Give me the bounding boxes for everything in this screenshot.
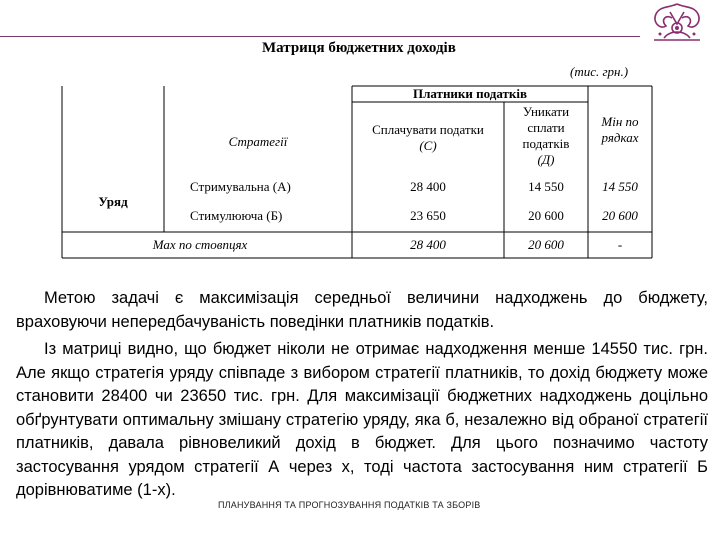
max-pay: 28 400	[410, 237, 446, 252]
col-min-line-2: рядках	[601, 130, 639, 145]
units-label: (тис. грн.)	[570, 64, 629, 79]
row-label-b: Стимулююча (Б)	[190, 208, 283, 223]
cell-b-min: 20 600	[602, 208, 638, 223]
table-title: Матриця бюджетних доходів	[262, 40, 456, 56]
cell-b-pay: 23 650	[410, 208, 446, 223]
cell-a-avoid: 14 550	[528, 179, 564, 194]
cell-a-pay: 28 400	[410, 179, 446, 194]
cell-a-min: 14 550	[602, 179, 638, 194]
col-header-avoid	[504, 104, 588, 168]
col-header-min	[588, 114, 652, 146]
col-avoid-line-2: сплати	[527, 120, 565, 135]
row-label-a: Стримувальна (А)	[190, 179, 291, 194]
col-avoid-line-1: Уникати	[522, 104, 570, 119]
strategies-label: Стратегії	[228, 134, 288, 149]
col-min-line-1: Мін по	[601, 114, 639, 129]
max-min: -	[617, 237, 623, 252]
max-avoid: 20 600	[528, 237, 564, 252]
paragraph-analysis: Із матриці видно, що бюджет ніколи не отримає надходження менше 14550 тис. грн. Але якщо стратегія уряду співпаде з вибором стратегії платників, то дохід бюджету може становити 28400 чи 23650 тис. грн. Для максимізації бюджетних надходжень доцільно обґрунтувати оптимальну змішану стратегію уряду, яка б, незалежно від обраної стратегії платників, давала рівновеликий дохід в бюджет. Для цього позначимо частоту застосування урядом стратегії А через х, тоді частота застосування ним стратегії Б дорівнюватиме (1-х).	[16, 340, 708, 499]
max-row-label: Мах по стовпцях	[152, 237, 248, 252]
footer-course-title: ПЛАНУВАННЯ ТА ПРОГНОЗУВАННЯ ПОДАТКІВ ТА ЗБОРІВ	[218, 500, 481, 510]
col-avoid-line-3: податків	[522, 136, 570, 151]
cell-b-avoid: 20 600	[528, 208, 564, 223]
paragraph-goal: Метою задачі є максимізація середньої величини надходжень до бюджету, враховуючи непередбачуваність поведінки платників податків.	[16, 289, 708, 331]
col-header-pay	[354, 122, 502, 154]
col-pay-line-1: Сплачувати податки	[372, 122, 484, 137]
row-group-label: Уряд	[98, 194, 128, 209]
payers-header: Платники податків	[412, 86, 528, 101]
col-pay-line-2: (С)	[419, 138, 437, 153]
col-avoid-line-4: (Д)	[537, 152, 555, 167]
